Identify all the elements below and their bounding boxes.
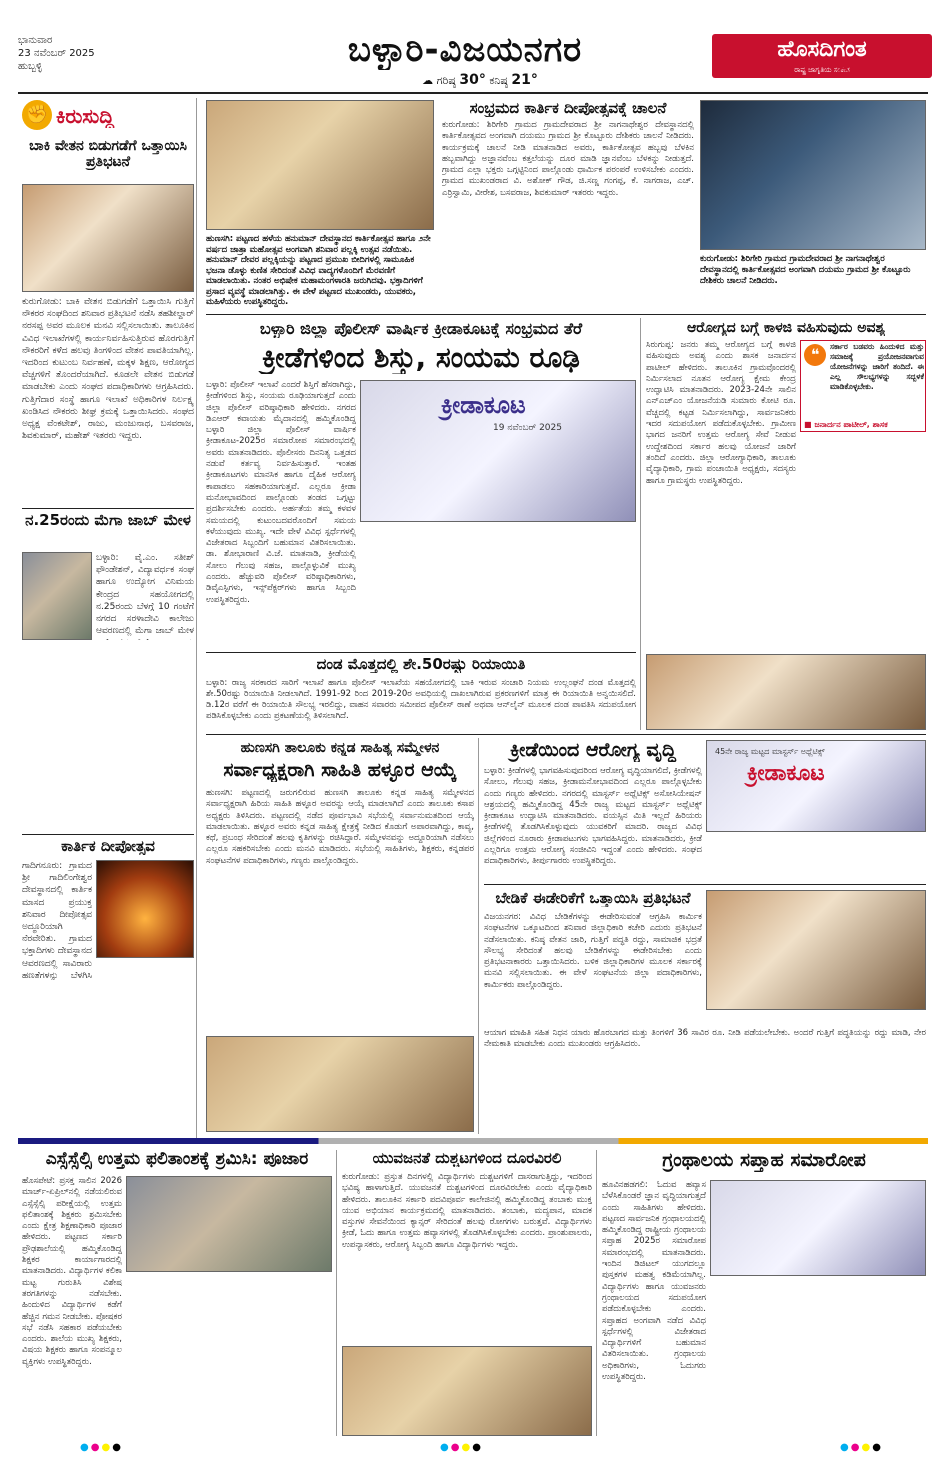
a3-title: ಕಾರ್ತಿಕ ದೀಪೋತ್ಸವ <box>61 838 155 855</box>
kirusuddhi-label: ಕಿರುಸುದ್ದಿ <box>56 104 115 128</box>
a1-title: ಬಾಕಿ ವೇತನ ಬಿಡುಗಡೆಗೆ ಒತ್ತಾಯಿಸಿ ಪ್ರತಿಭಟನೆ <box>29 138 187 171</box>
weather-max-label: ಗರಿಷ್ಠ <box>436 74 456 87</box>
masthead-city: ಹುಬ್ಬಳ್ಳಿ <box>18 61 43 72</box>
health-photo <box>646 654 926 730</box>
a3-text-continued <box>22 980 194 1132</box>
kreede-text-continued <box>706 836 926 880</box>
a3-photo <box>96 860 194 958</box>
fist-icon: ✊ <box>22 100 52 130</box>
kreede-banner-text: ಕ್ರೀಡಾಕೂಟ <box>747 761 825 786</box>
column-divider <box>640 318 641 730</box>
a2-photo <box>22 552 92 640</box>
b1-title: ಎಸ್ಸೆಸ್ಸೆಲ್ಸಿ ಉತ್ತಮ ಫಲಿತಾಂಶಕ್ಕೆ ಶ್ರಮಿಸಿ: ಪೂಜಾರ <box>45 1150 309 1169</box>
b1-text: ಹೊಸಪೇಟೆ: ಪ್ರಸಕ್ತ ಸಾಲಿನ 2026 ಮಾರ್ಚ್-ಏಪ್ರಿಲ್‌ನಲ್ಲಿ ನಡೆಯಲಿರುವ ಎಸ್ಸೆಸ್ಸೆಲ್ಸಿ ಪರೀಕ್ಷೆಯಲ್ಲಿ ಉತ್ತಮ ಫಲಿತಾಂಶಕ್ಕೆ ಶಿಕ್ಷಕರು ಶ್ರಮಿಸಬೇಕು ಎಂದು ಕ್ಷೇತ್ರ ಶಿಕ್ಷಣಾಧಿಕಾರಿ ಪೂಜಾರ ಹೇಳಿದರು. ಪಟ್ಟಣದ ಸರ್ಕಾರಿ ಪ್ರೌಢಶಾಲೆಯಲ್ಲಿ ಹಮ್ಮಿಕೊಂಡಿದ್ದ ಶಿಕ್ಷಕರ ಕಾರ್ಯಾಗಾರದಲ್ಲಿ ಮಾತನಾಡಿದರು. ವಿದ್ಯಾರ್ಥಿಗಳ ಕಲಿಕಾ ಮಟ್ಟ ಗುರುತಿಸಿ ವಿಶೇಷ ತರಗತಿಗಳನ್ನು ನಡೆಸಬೇಕು. ಹಿಂದುಳಿದ ವಿದ್ಯಾರ್ಥಿಗಳ ಕಡೆಗೆ ಹೆಚ್ಚಿನ ಗಮನ ನೀಡಬೇಕು. ಪೋಷಕರ ಸಭೆ ನಡೆಸಿ ಸಹಕಾರ ಪಡೆಯಬೇಕು ಎಂದರು. ಶಾಲೆಯ ಮುಖ್ಯ ಶಿಕ್ಷಕರು, ವಿಷಯ ಶಿಕ್ಷಕರು ಹಾಗೂ ಸಂಪನ್ಮೂಲ ವ್ಯಕ್ತಿಗಳು ಉಪಸ್ಥಿತರಿದ್ದರು. <box>22 1176 122 1367</box>
sahitya-kicker: ಹುಣಸಗಿ ತಾಲೂಕು ಕನ್ನಡ ಸಾಹಿತ್ಯ ಸಮ್ಮೇಳನ <box>240 740 440 756</box>
masthead-day: ಭಾನುವಾರ <box>18 35 53 46</box>
logo-tagline: ರಾಷ್ಟ್ರ ಜಾಗೃತಿಯ ಸಂಕೇತ <box>794 66 850 74</box>
sun-icon: ☁ <box>422 74 434 87</box>
a3-text-side <box>22 860 92 980</box>
sahitya-photo <box>206 1036 474 1132</box>
b2-photo <box>342 1346 592 1436</box>
registration-dots: ●●●● <box>840 1442 883 1453</box>
kreede-text: ಬಳ್ಳಾರಿ: ಕ್ರೀಡೆಗಳಲ್ಲಿ ಭಾಗವಹಿಸುವುದರಿಂದ ಆರೋಗ್ಯ ವೃದ್ಧಿಯಾಗಲಿದೆ, ಕ್ರೀಡೆಗಳಲ್ಲಿ ಸೋಲು, ಗೆಲುವು ಸಹಜ, ಕ್ರೀಡಾಮನೋಭಾವದಿಂದ ಎಲ್ಲರೂ ಪಾಲ್ಗೊಳ್ಳಬೇಕು ಎಂದು ಗಣ್ಯರು ಹೇಳಿದರು. ನಗರದಲ್ಲಿ ಮಾಸ್ಟರ್ಸ್ ಅಥ್ಲೆಟಿಕ್ಸ್ ಅಸೋಸಿಯೇಷನ್ ಆಶ್ರಯದಲ್ಲಿ ಹಮ್ಮಿಕೊಂಡಿದ್ದ 45ನೇ ರಾಜ್ಯ ಮಟ್ಟದ ಮಾಸ್ಟರ್ಸ್ ಅಥ್ಲೆಟಿಕ್ಸ್ ಕ್ರೀಡಾಕೂಟ ಉದ್ಘಾಟಿಸಿ ಮಾತನಾಡಿದರು. ವಯಸ್ಸಿನ ಮಿತಿ ಇಲ್ಲದೆ ಹಿರಿಯರು ಕ್ರೀಡೆಗಳಲ್ಲಿ ತೊಡಗಿಸಿಕೊಳ್ಳುವುದು ಯುವಕರಿಗೆ ಮಾದರಿ. ರಾಜ್ಯದ ವಿವಿಧ ಜಿಲ್ಲೆಗಳಿಂದ ನೂರಾರು ಕ್ರೀಡಾಪಟುಗಳು ಭಾಗವಹಿಸಿದ್ದರು. ಮಾತನಾಡಿದರು, ಕ್ರೀಡೆ ಎಲ್ಲರಿಗೂ ಉತ್ತಮ ಆರೋಗ್ಯ ಸಂಜೀವಿನಿ ಇದ್ದಂತೆ ಎಂದು ಹೇಳಿದರು. ಸಂಘದ ಪದಾಧಿಕಾರಿಗಳು, ತೀರ್ಪುಗಾರರು ಉಪಸ್ಥಿತರಿದ್ದರು. <box>484 766 702 867</box>
a2-title: ನ.25ರಂದು ಮೆಗಾ ಜಾಬ್ ಮೇಳ <box>25 512 191 529</box>
health-quote-author: ■ ಜನಾರ್ದನ ಪಾಟೀಲ್, ಶಾಸಕ <box>804 420 888 429</box>
column-divider <box>336 1150 337 1436</box>
page-number: ೧೧ <box>838 58 861 82</box>
a1-photo <box>22 184 194 292</box>
column-divider <box>478 738 479 1134</box>
health-quote: ಸರ್ಕಾರ ಬಡವರು ಹಿಂದುಳಿದ ಮತ್ತು ಸಮಾಜಕ್ಕೆ ಪ್ರಯೋಜನವಾಗುವ ಯೋಜನೆಗಳನ್ನು ಜಾರಿಗೆ ತಂದಿದೆ. ಈ ಎಲ್ಲ ಸೌಲಭ್ಯಗಳನ್ನು ಸದ್ಬಳಕೆ ಮಾಡಿಕೊಳ್ಳಬೇಕು. <box>830 342 924 391</box>
bedike-text: ವಿಜಯನಗರ: ವಿವಿಧ ಬೇಡಿಕೆಗಳನ್ನು ಈಡೇರಿಸುವಂತೆ ಆಗ್ರಹಿಸಿ ಕಾರ್ಮಿಕ ಸಂಘಟನೆಗಳ ಒಕ್ಕೂಟದಿಂದ ಶನಿವಾರ ಜಿಲ್ಲಾಧಿಕಾರಿ ಕಚೇರಿ ಎದುರು ಪ್ರತಿಭಟನೆ ನಡೆಸಲಾಯಿತು. ಕನಿಷ್ಠ ವೇತನ ಜಾರಿ, ಗುತ್ತಿಗೆ ಪದ್ಧತಿ ರದ್ದು, ಸಾಮಾಜಿಕ ಭದ್ರತೆ ಸೌಲಭ್ಯ ಸೇರಿದಂತೆ ಹಲವು ಬೇಡಿಕೆಗಳನ್ನು ಈಡೇರಿಸಬೇಕು ಎಂದು ಪ್ರತಿಭಟನಾಕಾರರು ಒತ್ತಾಯಿಸಿದರು. ಬಳಿಕ ಜಿಲ್ಲಾಧಿಕಾರಿಗಳ ಮೂಲಕ ಸರ್ಕಾರಕ್ಕೆ ಮನವಿ ಸಲ್ಲಿಸಲಾಯಿತು. ಈ ವೇಳೆ ಸಂಘಟನೆಯ ಜಿಲ್ಲಾ ಪದಾಧಿಕಾರಿಗಳು, ಕಾರ್ಮಿಕರು ಪಾಲ್ಗೊಂಡಿದ್ದರು. <box>484 912 702 990</box>
column-divider <box>596 1150 597 1436</box>
b2-text: ಕುರುಗೋಡು: ಪ್ರಸ್ತುತ ದಿನಗಳಲ್ಲಿ ವಿದ್ಯಾರ್ಥಿಗಳು ದುಶ್ಚಟಗಳಿಗೆ ದಾಸರಾಗುತ್ತಿದ್ದು, ಇದರಿಂದ ಭವಿಷ್ಯ ಹಾಳಾಗುತ್ತಿದೆ. ಯುವಜನತೆ ದುಶ್ಚಟಗಳಿಂದ ದೂರವಿರಬೇಕು ಎಂದು ವೈದ್ಯಾಧಿಕಾರಿ ಹೇಳಿದರು. ತಾಲೂಕಿನ ಸರ್ಕಾರಿ ಪದವಿಪೂರ್ವ ಕಾಲೇಜಿನಲ್ಲಿ ಹಮ್ಮಿಕೊಂಡಿದ್ದ ತಂಬಾಕು ಮುಕ್ತ ಯುವ ಅಭಿಯಾನ ಕಾರ್ಯಕ್ರಮದಲ್ಲಿ ಮಾತನಾಡಿದರು. ತಂಬಾಕು, ಮದ್ಯಪಾನ, ಮಾದಕ ವಸ್ತುಗಳ ಸೇವನೆಯಿಂದ ಕ್ಯಾನ್ಸರ್ ಸೇರಿದಂತೆ ಹಲವು ರೋಗಗಳು ಬರುತ್ತವೆ. ವಿದ್ಯಾರ್ಥಿಗಳು ಕ್ರೀಡೆ, ಓದು ಹಾಗೂ ಉತ್ತಮ ಹವ್ಯಾಸಗಳಲ್ಲಿ ತೊಡಗಿಸಿಕೊಳ್ಳಬೇಕು ಎಂದರು. ಪ್ರಾಂಶುಪಾಲರು, ಉಪನ್ಯಾಸಕರು, ಆರೋಗ್ಯ ಸಿಬ್ಬಂದಿ ಹಾಗೂ ವಿದ್ಯಾರ್ಥಿಗಳು ಇದ್ದರು. <box>342 1172 592 1250</box>
b1-text-continued <box>126 1276 332 1434</box>
masthead-date-text: 23 ನವೆಂಬರ್ 2025 <box>18 48 95 59</box>
sahitya-title: ಸರ್ವಾಧ್ಯಕ್ಷರಾಗಿ ಸಾಹಿತಿ ಹಳ್ಳೂರ ಆಯ್ಕೆ <box>223 760 457 781</box>
fine-text: ಬಳ್ಳಾರಿ: ರಾಜ್ಯ ಸರಕಾರದ ಸಾರಿಗೆ ಇಲಾಖೆ ಹಾಗೂ ಪೊಲೀಸ್ ಇಲಾಖೆಯ ಸಹಯೋಗದಲ್ಲಿ ಬಾಕಿ ಇರುವ ಸಂಚಾರಿ ನಿಯಮ ಉಲ್ಲಂಘನೆ ದಂಡ ಮೊತ್ತದಲ್ಲಿ ಶೇ.50ರಷ್ಟು ರಿಯಾಯಿತಿ ನೀಡಲಾಗಿದೆ. 1991-92 ರಿಂದ 2019-20ರ ಅವಧಿಯಲ್ಲಿ ದಾಖಲಾಗಿರುವ ಪ್ರಕರಣಗಳಿಗೆ ಮಾತ್ರ ಈ ರಿಯಾಯಿತಿ ಅನ್ವಯಿಸಲಿದೆ. ಡಿ.12ರ ವರೆಗೆ ಈ ರಿಯಾಯಿತಿ ಸೌಲಭ್ಯ ಇರಲಿದ್ದು, ವಾಹನ ಸವಾರರು ಸಮೀಪದ ಪೊಲೀಸ್ ಠಾಣೆ ಅಥವಾ ಆನ್‌ಲೈನ್ ಮೂಲಕ ದಂಡ ಪಾವತಿಸಿ ಸದುಪಯೋಗ ಪಡಿಸಿಕೊಳ್ಳಬೇಕು ಎಂದು ಪ್ರಕಟಣೆಯಲ್ಲಿ ತಿಳಿಸಲಾಗಿದೆ. <box>206 678 636 721</box>
a1-text: ಕುರುಗೋಡು: ಬಾಕಿ ವೇತನ ಬಿಡುಗಡೆಗೆ ಒತ್ತಾಯಿಸಿ ಗುತ್ತಿಗೆ ನೌಕರರ ಸಂಘದಿಂದ ಶನಿವಾರ ಪ್ರತಿಭಟನೆ ನಡೆಸಿ ತಹಶೀಲ್ದಾರ್ ನರಸಪ್ಪ ಅವರ ಮೂಲಕ ಮನವಿ ಸಲ್ಲಿಸಲಾಯಿತು. ತಾಲೂಕಿನ ವಿವಿಧ ಇಲಾಖೆಗಳಲ್ಲಿ ಕಾರ್ಯನಿರ್ವಹಿಸುತ್ತಿರುವ ಹೊರಗುತ್ತಿಗೆ ನೌಕರರಿಗೆ ಕಳೆದ ಹಲವು ತಿಂಗಳಿಂದ ವೇತನ ಪಾವತಿಯಾಗಿಲ್ಲ. ಇದರಿಂದ ಕುಟುಂಬ ನಿರ್ವಹಣೆ, ಮಕ್ಕಳ ಶಿಕ್ಷಣ, ಆರೋಗ್ಯದ ವೆಚ್ಚಗಳಿಗೆ ತೊಂದರೆಯಾಗಿದೆ. ಕೂಡಲೇ ವೇತನ ಬಿಡುಗಡೆ ಮಾಡಬೇಕು ಎಂದು ಸಂಘದ ಪದಾಧಿಕಾರಿಗಳು ಆಗ್ರಹಿಸಿದರು. ಗುತ್ತಿಗೆದಾರ ಸಂಸ್ಥೆ ಹಾಗೂ ಇಲಾಖೆ ಅಧಿಕಾರಿಗಳ ನಿರ್ಲಕ್ಷ್ಯ ಖಂಡಿಸಿದ ನೌಕರರು ಶೀಘ್ರ ಕ್ರಮಕ್ಕೆ ಒತ್ತಾಯಿಸಿದರು. ಸಂಘದ ಅಧ್ಯಕ್ಷ ವೆಂಕಟೇಶ್, ರಾಜು, ಮಂಜುನಾಥ, ಬಸವರಾಜ, ಶಿವಕುಮಾರ್, ಮಹೇಶ್ ಇತರರು ಇದ್ದರು. <box>22 297 194 442</box>
registration-dots: ●●●● <box>80 1442 123 1453</box>
health-title: ಆರೋಗ್ಯದ ಬಗ್ಗೆ ಕಾಳಜಿ ವಹಿಸುವುದು ಅವಶ್ಯ <box>686 320 886 336</box>
health-text: ಸಿರುಗುಪ್ಪ: ಜನರು ತಮ್ಮ ಆರೋಗ್ಯದ ಬಗ್ಗೆ ಕಾಳಜಿ ವಹಿಸುವುದು ಅವಶ್ಯ ಎಂದು ಶಾಸಕ ಜನಾರ್ದನ ಪಾಟೀಲ್ ಹೇಳಿದರು. ತಾಲೂಕಿನ ಗ್ರಾಮವೊಂದರಲ್ಲಿ ನಿರ್ಮಿಸಲಾದ ನೂತನ ಆರೋಗ್ಯ ಕ್ಷೇಮ ಕೇಂದ್ರ ಉದ್ಘಾಟಿಸಿ ಮಾತನಾಡಿದರು. 2023-24ನೇ ಸಾಲಿನ ಎನ್‌ಎಚ್‌ಎಂ ಯೋಜನೆಯಡಿ ಸುಮಾರು ಕೋಟಿ ರೂ. ವೆಚ್ಚದಲ್ಲಿ ಕಟ್ಟಡ ನಿರ್ಮಿಸಲಾಗಿದ್ದು, ಸಾರ್ವಜನಿಕರು ಇದರ ಸದುಪಯೋಗ ಪಡೆದುಕೊಳ್ಳಬೇಕು. ಗ್ರಾಮೀಣ ಭಾಗದ ಜನರಿಗೆ ಉತ್ತಮ ಆರೋಗ್ಯ ಸೇವೆ ನೀಡುವ ಉದ್ದೇಶದಿಂದ ಸರ್ಕಾರ ಹಲವು ಯೋಜನೆ ಜಾರಿಗೆ ತಂದಿದೆ ಎಂದರು. ಜಿಲ್ಲಾ ಆರೋಗ್ಯಾಧಿಕಾರಿ, ತಾಲೂಕು ವೈದ್ಯಾಧಿಕಾರಿ, ಗ್ರಾಮ ಪಂಚಾಯಿತಿ ಅಧ್ಯಕ್ಷರು, ಸದಸ್ಯರು ಹಾಗೂ ಗ್ರಾಮಸ್ಥರು ಉಪಸ್ಥಿತರಿದ್ದರು. <box>646 340 796 486</box>
deepotsava-text: ಕುರುಗೋಡು: ಶಿರಿಗೇರಿ ಗ್ರಾಮದ ಗ್ರಾಮದೇವರಾದ ಶ್ರೀ ನಾಗನಾಥೇಶ್ವರ ದೇವಸ್ಥಾನದಲ್ಲಿ ಕಾರ್ತಿಕೋತ್ಸವದ ಅಂಗವಾಗಿ ದಯಮು ಗ್ರಾಮದ ಶ್ರೀ ಕೊಟ್ಟೂರು ದೇಶಿಕರು ಚಾಲನೆ ನೀಡಿದರು. ಕಾರ್ಯಕ್ರಮಕ್ಕೆ ಚಾಲನೆ ನೀಡಿ ಮಾತನಾಡಿದ ಅವರು, ಕಾರ್ತಿಕೋತ್ಸವ ಹಬ್ಬವು ಬೆಳಕಿನ ಹಬ್ಬವಾಗಿದ್ದು ಅಜ್ಞಾನವೆಂಬ ಕತ್ತಲೆಯನ್ನು ದೂರ ಮಾಡಿ ಜ್ಞಾನವೆಂಬ ಬೆಳಕನ್ನು ನೀಡುತ್ತದೆ. ಗ್ರಾಮದ ಎಲ್ಲಾ ಭಕ್ತರು ಒಗ್ಗಟ್ಟಿನಿಂದ ಪಾಲ್ಗೊಂಡು ಧಾರ್ಮಿಕ ಪರಂಪರೆ ಉಳಿಸಬೇಕು ಎಂದರು. ಗ್ರಾಮದ ಮುಖಂಡರಾದ ವಿ. ಅಶೋಕ್ ಗೌಡ, ಜಿ.ಸಣ್ಣ ಗಂಗಪ್ಪ, ಕೆ. ನಾಗರಾಜ, ಎಚ್. ಎರ್ರಿಸ್ವಾಮಿ, ವೀರೇಶ, ಬಸವರಾಜ, ಶಿವಕುಮಾರ್ ಇತರರು ಇದ್ದರು. <box>442 120 694 198</box>
registration-dots: ●●●● <box>440 1442 483 1453</box>
b3-title: ಗ್ರಂಥಾಲಯ ಸಪ್ತಾಹ ಸಮಾರೋಪ <box>662 1150 866 1171</box>
newspaper-logo <box>712 34 932 78</box>
hanuman-photo <box>206 100 434 230</box>
b3-photo <box>710 1180 926 1276</box>
quote-icon: ❝ <box>804 344 826 366</box>
b3-text: ಹೂವಿನಹಡಗಲಿ: ಓದುವ ಹವ್ಯಾಸ ಬೆಳೆಸಿಕೊಂಡರೆ ಜ್ಞಾನ ವೃದ್ಧಿಯಾಗುತ್ತದೆ ಎಂದು ಸಾಹಿತಿಗಳು ಹೇಳಿದರು. ಪಟ್ಟಣದ ಸಾರ್ವಜನಿಕ ಗ್ರಂಥಾಲಯದಲ್ಲಿ ಹಮ್ಮಿಕೊಂಡಿದ್ದ ರಾಷ್ಟ್ರೀಯ ಗ್ರಂಥಾಲಯ ಸಪ್ತಾಹ 2025ರ ಸಮಾರೋಪ ಸಮಾರಂಭದಲ್ಲಿ ಮಾತನಾಡಿದರು. ಇಂದಿನ ಡಿಜಿಟಲ್ ಯುಗದಲ್ಲೂ ಪುಸ್ತಕಗಳ ಮಹತ್ವ ಕಡಿಮೆಯಾಗಿಲ್ಲ. ವಿದ್ಯಾರ್ಥಿಗಳು ಹಾಗೂ ಯುವಜನರು ಗ್ರಂಥಾಲಯದ ಸದುಪಯೋಗ ಪಡೆದುಕೊಳ್ಳಬೇಕು ಎಂದರು. ಸಪ್ತಾಹದ ಅಂಗವಾಗಿ ನಡೆದ ವಿವಿಧ ಸ್ಪರ್ಧೆಗಳಲ್ಲಿ ವಿಜೇತರಾದ ವಿದ್ಯಾರ್ಥಿಗಳಿಗೆ ಬಹುಮಾನ ವಿತರಿಸಲಾಯಿತು. ಗ್ರಂಥಾಲಯ ಅಧಿಕಾರಿಗಳು, ಓದುಗರು ಉಪಸ್ಥಿತರಿದ್ದರು. <box>602 1180 706 1383</box>
weather-readout <box>380 72 580 88</box>
kreede-photo <box>706 740 926 832</box>
divider <box>484 884 926 885</box>
kreede-banner-sub: 45ನೇ ರಾಜ್ಯ ಮಟ್ಟದ ಮಾಸ್ಟರ್ಸ್ ಅಥ್ಲೆಟಿಕ್ಸ್ <box>715 747 825 756</box>
b1-photo <box>126 1176 332 1272</box>
masthead-date <box>18 34 168 73</box>
bedike-photo <box>706 890 926 1010</box>
sports-banner-sub: 19 ನವೆಂಬರ್ 2025 <box>493 423 562 433</box>
sports-text-continued <box>360 526 636 650</box>
divider <box>206 734 926 735</box>
divider <box>22 508 194 509</box>
divider <box>206 314 926 315</box>
weather-max: 30° <box>459 72 486 88</box>
page-title: ಬಳ್ಳಾರಿ-ವಿಜಯನಗರ <box>347 30 583 70</box>
a3-text: ಗಾದಿಗನೂರು: ಗ್ರಾಮದ ಶ್ರೀ ಗಾದಿಲಿಂಗೇಶ್ವರ ದೇವಸ್ಥಾನದಲ್ಲಿ ಕಾರ್ತಿಕ ಮಾಸದ ಪ್ರಯುಕ್ತ ಶನಿವಾರ ದೀಪೋತ್ಸವ ಅದ್ಧೂರಿಯಾಗಿ ನೆರವೇರಿತು. ಗ್ರಾಮದ ಭಕ್ತಾದಿಗಳು ದೇವಸ್ಥಾನದ ಆವರಣದಲ್ಲಿ ಸಾವಿರಾರು ಹಣತೆಗಳನ್ನು ಬೆಳಗಿಸಿ <box>22 861 92 980</box>
hanuman-caption: ಹುಣಸಗಿ: ಪಟ್ಟಣದ ಹಳೆಯ ಹನುಮಾನ್ ದೇವಸ್ಥಾನದ ಕಾರ್ತಿಕೋತ್ಸವ ಹಾಗೂ ೨ನೇ ವರ್ಷದ ಜಾತ್ರಾ ಮಹೋತ್ಸವ ಅಂಗವಾಗಿ ಶನಿವಾರ ಪಲ್ಲಕ್ಕಿ ಉತ್ಸವ ನಡೆಯಿತು. ಹನುಮಾನ್ ದೇವರ ಪಲ್ಲಕ್ಕಿಯನ್ನು ಪಟ್ಟಣದ ಪ್ರಮುಖ ಬೀದಿಗಳಲ್ಲಿ ಸಾಮೂಹಿಕ ಭಜನಾ ಡೊಳ್ಳು ಕುಣಿತ ಸೇರಿದಂತೆ ವಿವಿಧ ವಾದ್ಯಗಳೊಂದಿಗೆ ಮೆರವಣಿಗೆ ಮಾಡಲಾಯಿತು. ನಂತರ ಅಭಿಷೇಕ ಮಹಾಮಂಗಳಾರತಿ ಜರುಗಿದವು. ಭಕ್ತಾದಿಗಳಿಗೆ ಪ್ರಸಾದ ವ್ಯವಸ್ಥೆ ಮಾಡಲಾಗಿತ್ತು. ಈ ವೇಳೆ ಪಟ್ಟಣದ ಮುಖಂಡರು, ಯುವಕರು, ಮಹಿಳೆಯರು ಉಪಸ್ಥಿತರಿದ್ದರು. <box>206 234 431 307</box>
temple-caption: ಕುರುಗೋಡು: ಶಿರಿಗೇರಿ ಗ್ರಾಮದ ಗ್ರಾಮದೇವರಾದ ಶ್ರೀ ನಾಗನಾಥೇಶ್ವರ ದೇವಸ್ಥಾನದಲ್ಲಿ ಕಾರ್ತಿಕೋತ್ಸವದ ಅಂಗವಾಗಿ ದಯಮು ಗ್ರಾಮದ ಶ್ರೀ ಕೊಟ್ಟೂರು ದೇಶಿಕರು ಚಾಲನೆ ನೀಡಿದರು. <box>700 254 911 286</box>
masthead-rule <box>18 92 928 94</box>
b2-title: ಯುವಜನತೆ ದುಶ್ಚಟಗಳಿಂದ ದೂರವಿರಲಿ <box>372 1150 562 1167</box>
divider <box>22 834 194 835</box>
temple-photo <box>700 100 926 250</box>
weather-min-label: ಕನಿಷ್ಠ <box>489 74 508 87</box>
sports-kicker: ಬಳ್ಳಾರಿ ಜಿಲ್ಲಾ ಪೊಲೀಸ್ ವಾರ್ಷಿಕ ಕ್ರೀಡಾಕೂಟಕ್ಕೆ ಸಂಭ್ರಮದ ತೆರೆ <box>259 320 583 338</box>
weather-min: 21° <box>511 72 538 88</box>
section-strip <box>18 1138 928 1144</box>
health-text-continued <box>800 436 926 650</box>
kreede-title: ಕ್ರೀಡೆಯಿಂದ ಆರೋಗ್ಯ ವೃದ್ಧಿ <box>510 740 676 761</box>
sports-title: ಕ್ರೀಡೆಗಳಿಂದ ಶಿಸ್ತು, ಸಂಯಮ ರೂಢಿ <box>262 342 580 374</box>
bedike-caption: ಆಯಾಗ ಮಾಹಿತಿ ಸಹಿತ ನಿಧನ ಯಾರು ಹೊರಬಾಗದ ಮತ್ತು ತಿಂಗಳಿಗೆ 36 ಸಾವಿರ ರೂ. ನೀಡಿ ಪಡೆಯಲೇಬೇಕು. ಅಂದರೆ ಗುತ್ತಿಗೆ ಪದ್ಧತಿಯನ್ನು ರದ್ದು ಮಾಡಿ, ನೇರ ನೇಮಕಾತಿ ಮಾಡಬೇಕು ಎಂದು ಮುಖಂಡರು ಆಗ್ರಹಿಸಿದರು. <box>484 1028 926 1050</box>
sports-banner-text: ಕ್ರೀಡಾಕೂಟ <box>441 391 526 419</box>
fine-title: ದಂಡ ಮೊತ್ತದಲ್ಲಿ ಶೇ.50ರಷ್ಟು ರಿಯಾಯಿತಿ <box>316 656 526 673</box>
column-divider <box>196 98 197 1138</box>
sahitya-text: ಹುಣಸಗಿ: ಪಟ್ಟಣದಲ್ಲಿ ಜರುಗಲಿರುವ ಹುಣಸಗಿ ತಾಲೂಕು ಕನ್ನಡ ಸಾಹಿತ್ಯ ಸಮ್ಮೇಳನದ ಸರ್ವಾಧ್ಯಕ್ಷರಾಗಿ ಹಿರಿಯ ಸಾಹಿತಿ ಹಳ್ಳೂರ ಅವರನ್ನು ಆಯ್ಕೆ ಮಾಡಲಾಗಿದೆ ಎಂದು ತಾಲೂಕು ಕಸಾಪ ಅಧ್ಯಕ್ಷರು ತಿಳಿಸಿದರು. ಪಟ್ಟಣದಲ್ಲಿ ನಡೆದ ಪೂರ್ವಭಾವಿ ಸಭೆಯಲ್ಲಿ ಸರ್ವಾನುಮತದಿಂದ ಆಯ್ಕೆ ಮಾಡಲಾಯಿತು. ಹಳ್ಳೂರ ಅವರು ಕನ್ನಡ ಸಾಹಿತ್ಯ ಕ್ಷೇತ್ರಕ್ಕೆ ನೀಡಿದ ಕೊಡುಗೆ ಅಪಾರವಾಗಿದ್ದು, ಕಾವ್ಯ, ಕಥೆ, ಪ್ರಬಂಧ ಸೇರಿದಂತೆ ಹಲವು ಕೃತಿಗಳನ್ನು ರಚಿಸಿದ್ದಾರೆ. ಸಮ್ಮೇಳನವನ್ನು ಅದ್ದೂರಿಯಾಗಿ ನಡೆಸಲು ಎಲ್ಲರೂ ಸಹಕರಿಸಬೇಕು ಎಂದು ಮನವಿ ಮಾಡಿದರು. ಸಭೆಯಲ್ಲಿ ಸಾಹಿತಿಗಳು, ಶಿಕ್ಷಕರು, ಕನ್ನಡಪರ ಸಂಘಟನೆಗಳ ಪದಾಧಿಕಾರಿಗಳು, ಗಣ್ಯರು ಪಾಲ್ಗೊಂಡಿದ್ದರು. <box>206 788 474 866</box>
sports-text: ಬಳ್ಳಾರಿ: ಪೊಲೀಸ್ ಇಲಾಖೆ ಎಂದರೆ ಶಿಸ್ತಿಗೆ ಹೆಸರಾಗಿದ್ದು, ಕ್ರೀಡೆಗಳಿಂದ ಶಿಸ್ತು, ಸಂಯಮ ರೂಢಿಯಾಗುತ್ತದೆ ಎಂದು ಜಿಲ್ಲಾ ಪೊಲೀಸ್ ವರಿಷ್ಠಾಧಿಕಾರಿ ಹೇಳಿದರು. ನಗರದ ಡಿಎಆರ್ ಕವಾಯತು ಮೈದಾನದಲ್ಲಿ ಹಮ್ಮಿಕೊಂಡಿದ್ದ ಬಳ್ಳಾರಿ ಜಿಲ್ಲಾ ಪೊಲೀಸ್ ವಾರ್ಷಿಕ ಕ್ರೀಡಾಕೂಟ-2025ರ ಸಮಾರೋಪ ಸಮಾರಂಭದಲ್ಲಿ ಅವರು ಮಾತನಾಡಿದರು. ಪೊಲೀಸರು ದಿನನಿತ್ಯ ಒತ್ತಡದ ನಡುವೆ ಕರ್ತವ್ಯ ನಿರ್ವಹಿಸುತ್ತಾರೆ. ಇಂತಹ ಕ್ರೀಡಾಕೂಟಗಳು ಮಾನಸಿಕ ಹಾಗೂ ದೈಹಿಕ ಆರೋಗ್ಯ ಕಾಪಾಡಲು ಸಹಕಾರಿಯಾಗುತ್ತವೆ. ಎಲ್ಲರೂ ಕ್ರೀಡಾ ಮನೋಭಾವದಿಂದ ಪಾಲ್ಗೊಂಡು ತಂಡದ ಒಗ್ಗಟ್ಟು ಪ್ರದರ್ಶಿಸಬೇಕು ಎಂದರು. ಅರ್ಹತೆಯ ತಮ್ಮ ಕಳವಳ ಸಮಯದಲ್ಲಿ ಕುಟುಂಬದವರೊಂದಿಗೆ ಸಮಯ ಕಳೆಯುವುದು ಮುಖ್ಯ. ಇದೇ ವೇಳೆ ವಿವಿಧ ಸ್ಪರ್ಧೆಗಳಲ್ಲಿ ವಿಜೇತರಾದ ಸಿಬ್ಬಂದಿಗೆ ಬಹುಮಾನ ವಿತರಿಸಲಾಯಿತು. ಡಾ. ಶೋಭಾರಾಣಿ ವಿ.ಜೆ. ಮಾತನಾಡಿ, ಕ್ರೀಡೆಯಲ್ಲಿ ಸೋಲು ಗೆಲುವು ಸಹಜ, ಪಾಲ್ಗೊಳ್ಳುವಿಕೆ ಮುಖ್ಯ ಎಂದರು. ಹೆಚ್ಚುವರಿ ಪೊಲೀಸ್ ವರಿಷ್ಠಾಧಿಕಾರಿಗಳು, ಡಿವೈಎಸ್ಪಿಗಳು, ಇನ್ಸ್‌ಪೆಕ್ಟರ್‌ಗಳು ಹಾಗೂ ಸಿಬ್ಬಂದಿ ಉಪಸ್ಥಿತರಿದ್ದರು. <box>206 380 356 605</box>
bedike-title: ಬೇಡಿಕೆ ಈಡೇರಿಕೆಗೆ ಒತ್ತಾಯಿಸಿ ಪ್ರತಿಭಟನೆ <box>495 890 691 907</box>
a2-text-top <box>96 552 194 640</box>
divider <box>206 652 636 653</box>
sports-photo <box>360 380 636 522</box>
logo-text: ಹೊಸದಿಗಂತ <box>777 37 867 62</box>
b3-text-continued <box>710 1280 926 1436</box>
deepotsava-title: ಸಂಭ್ರಮದ ಕಾರ್ತಿಕ ದೀಪೋತ್ಸವಕ್ಕೆ ಚಾಲನೆ <box>469 100 667 117</box>
a2-text: ಬಳ್ಳಾರಿ: ವೈ.ಎಂ. ಸತೀಶ್ ಫೌಂಡೇಶನ್, ವಿದ್ಯಾವರ್ಧಕ ಸಂಘ ಹಾಗೂ ಉದ್ಯೋಗ ವಿನಿಮಯ ಕೇಂದ್ರದ ಸಹಯೋಗದಲ್ಲಿ ನ.25ರಂದು ಬೆಳಗ್ಗೆ 10 ಗಂಟೆಗೆ ನಗರದ ಸರಳಾದೇವಿ ಕಾಲೇಜು ಆವರಣದಲ್ಲಿ ಮೆಗಾ ಜಾಬ್ ಮೇಳ <box>96 553 194 637</box>
